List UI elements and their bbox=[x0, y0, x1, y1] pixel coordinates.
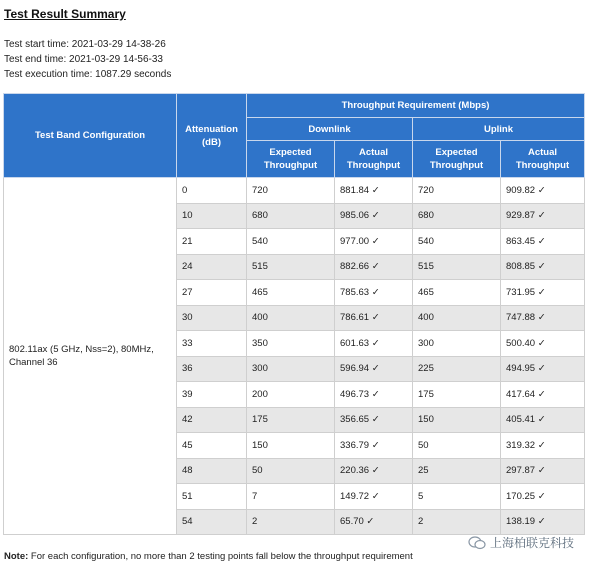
attenuation-cell: 45 bbox=[177, 433, 247, 459]
downlink-actual-cell: 496.73 ✓ bbox=[335, 382, 413, 408]
test-start-time: Test start time: 2021-03-29 14-38-26 bbox=[4, 39, 166, 50]
downlink-expected-cell: 465 bbox=[247, 280, 335, 306]
uplink-actual-cell: 909.82 ✓ bbox=[501, 178, 585, 204]
downlink-expected-cell: 50 bbox=[247, 458, 335, 484]
attenuation-cell: 51 bbox=[177, 484, 247, 510]
downlink-expected-cell: 515 bbox=[247, 254, 335, 280]
downlink-actual-cell: 977.00 ✓ bbox=[335, 229, 413, 255]
uplink-expected-cell: 5 bbox=[413, 484, 501, 510]
attenuation-cell: 24 bbox=[177, 254, 247, 280]
wechat-logo-icon bbox=[468, 536, 486, 550]
downlink-expected-cell: 300 bbox=[247, 356, 335, 382]
attenuation-cell: 30 bbox=[177, 305, 247, 331]
attenuation-cell: 21 bbox=[177, 229, 247, 255]
header-ul-expected: Expected Throughput bbox=[413, 141, 501, 178]
downlink-actual-cell: 786.61 ✓ bbox=[335, 305, 413, 331]
attenuation-cell: 27 bbox=[177, 280, 247, 306]
uplink-actual-cell: 747.88 ✓ bbox=[501, 305, 585, 331]
downlink-actual-cell: 985.06 ✓ bbox=[335, 203, 413, 229]
uplink-expected-cell: 25 bbox=[413, 458, 501, 484]
downlink-expected-cell: 400 bbox=[247, 305, 335, 331]
downlink-actual-cell: 881.84 ✓ bbox=[335, 178, 413, 204]
header-attenuation: Attenuation (dB) bbox=[177, 94, 247, 178]
uplink-actual-cell: 731.95 ✓ bbox=[501, 280, 585, 306]
uplink-actual-cell: 929.87 ✓ bbox=[501, 203, 585, 229]
uplink-actual-cell: 405.41 ✓ bbox=[501, 407, 585, 433]
header-dl-actual: Actual Throughput bbox=[335, 141, 413, 178]
downlink-actual-cell: 356.65 ✓ bbox=[335, 407, 413, 433]
downlink-expected-cell: 175 bbox=[247, 407, 335, 433]
uplink-actual-cell: 863.45 ✓ bbox=[501, 229, 585, 255]
uplink-expected-cell: 150 bbox=[413, 407, 501, 433]
downlink-actual-cell: 65.70 ✓ bbox=[335, 509, 413, 535]
uplink-actual-cell: 494.95 ✓ bbox=[501, 356, 585, 382]
downlink-actual-cell: 882.66 ✓ bbox=[335, 254, 413, 280]
uplink-actual-cell: 319.32 ✓ bbox=[501, 433, 585, 459]
header-ul-actual: Actual Throughput bbox=[501, 141, 585, 178]
downlink-expected-cell: 200 bbox=[247, 382, 335, 408]
downlink-actual-cell: 785.63 ✓ bbox=[335, 280, 413, 306]
test-meta bbox=[4, 37, 171, 82]
results-body bbox=[4, 178, 585, 535]
header-downlink: Downlink bbox=[247, 118, 413, 141]
attenuation-cell: 42 bbox=[177, 407, 247, 433]
attenuation-cell: 33 bbox=[177, 331, 247, 357]
uplink-actual-cell: 170.25 ✓ bbox=[501, 484, 585, 510]
downlink-expected-cell: 350 bbox=[247, 331, 335, 357]
uplink-expected-cell: 300 bbox=[413, 331, 501, 357]
downlink-expected-cell: 2 bbox=[247, 509, 335, 535]
downlink-expected-cell: 720 bbox=[247, 178, 335, 204]
uplink-expected-cell: 720 bbox=[413, 178, 501, 204]
downlink-expected-cell: 150 bbox=[247, 433, 335, 459]
downlink-expected-cell: 680 bbox=[247, 203, 335, 229]
results-table bbox=[3, 93, 585, 535]
header-requirement: Throughput Requirement (Mbps) bbox=[247, 94, 585, 118]
test-end-time: Test end time: 2021-03-29 14-56-33 bbox=[4, 54, 163, 65]
downlink-actual-cell: 220.36 ✓ bbox=[335, 458, 413, 484]
uplink-expected-cell: 515 bbox=[413, 254, 501, 280]
test-execution-time: Test execution time: 1087.29 seconds bbox=[4, 69, 172, 80]
band-configuration-cell: 802.11ax (5 GHz, Nss=2), 80MHz, Channel 36 bbox=[4, 178, 177, 535]
uplink-expected-cell: 680 bbox=[413, 203, 501, 229]
watermark bbox=[468, 534, 574, 551]
downlink-actual-cell: 601.63 ✓ bbox=[335, 331, 413, 357]
footnote-text: For each configuration, no more than 2 testing points fall below the throughput requirement bbox=[28, 551, 413, 562]
uplink-actual-cell: 500.40 ✓ bbox=[501, 331, 585, 357]
uplink-actual-cell: 297.87 ✓ bbox=[501, 458, 585, 484]
attenuation-cell: 0 bbox=[177, 178, 247, 204]
watermark-text: 上海柏联克科技 bbox=[489, 536, 574, 550]
header-dl-expected: Expected Throughput bbox=[247, 141, 335, 178]
footnote bbox=[4, 551, 413, 562]
downlink-expected-cell: 540 bbox=[247, 229, 335, 255]
downlink-actual-cell: 596.94 ✓ bbox=[335, 356, 413, 382]
uplink-actual-cell: 138.19 ✓ bbox=[501, 509, 585, 535]
uplink-actual-cell: 808.85 ✓ bbox=[501, 254, 585, 280]
uplink-expected-cell: 50 bbox=[413, 433, 501, 459]
attenuation-cell: 39 bbox=[177, 382, 247, 408]
uplink-expected-cell: 225 bbox=[413, 356, 501, 382]
uplink-expected-cell: 540 bbox=[413, 229, 501, 255]
table-row bbox=[4, 178, 585, 204]
uplink-expected-cell: 2 bbox=[413, 509, 501, 535]
header-config: Test Band Configuration bbox=[4, 94, 177, 178]
uplink-expected-cell: 465 bbox=[413, 280, 501, 306]
report-title: Test Result Summary bbox=[4, 7, 126, 21]
attenuation-cell: 10 bbox=[177, 203, 247, 229]
attenuation-cell: 36 bbox=[177, 356, 247, 382]
downlink-actual-cell: 336.79 ✓ bbox=[335, 433, 413, 459]
header-uplink: Uplink bbox=[413, 118, 585, 141]
downlink-actual-cell: 149.72 ✓ bbox=[335, 484, 413, 510]
footnote-label: Note: bbox=[4, 551, 29, 562]
uplink-expected-cell: 400 bbox=[413, 305, 501, 331]
uplink-expected-cell: 175 bbox=[413, 382, 501, 408]
uplink-actual-cell: 417.64 ✓ bbox=[501, 382, 585, 408]
attenuation-cell: 54 bbox=[177, 509, 247, 535]
downlink-expected-cell: 7 bbox=[247, 484, 335, 510]
attenuation-cell: 48 bbox=[177, 458, 247, 484]
